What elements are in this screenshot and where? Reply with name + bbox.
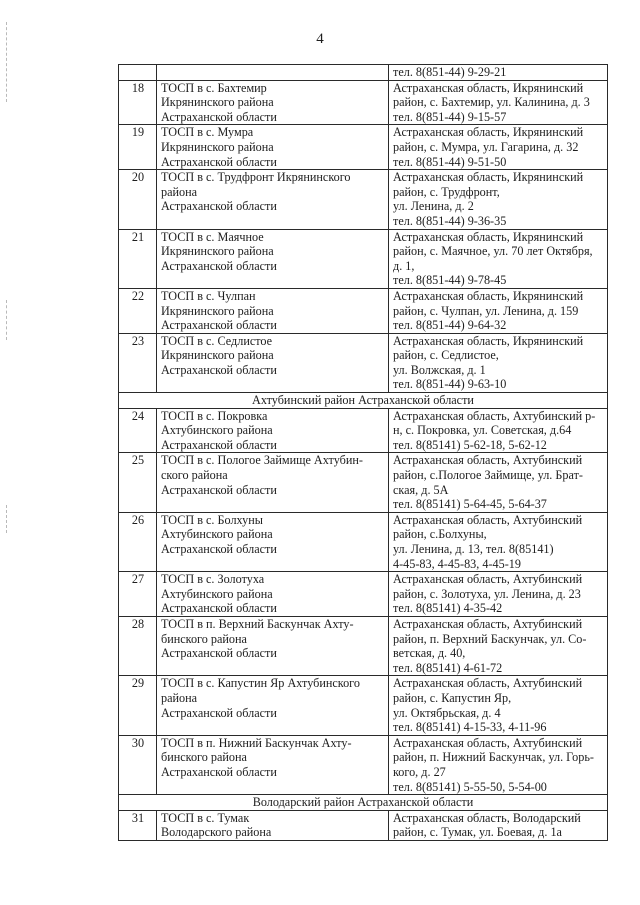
organization-name-cell (157, 170, 389, 229)
address-line: район, с. Бахтемир, ул. Калинина, д. 3 (393, 95, 590, 110)
organization-name-line: района (161, 690, 198, 705)
address-line: Астраханская область, Ахтубинский р- (393, 408, 596, 423)
address-line: район, с. Чулпан, ул. Ленина, д. 159 (393, 303, 579, 318)
organization-name-line: Икрянинского района (161, 95, 274, 110)
organization-name-line: Ахтубинского района (161, 423, 273, 438)
row-number-cell: 21 (119, 229, 157, 288)
address-line: Астраханская область, Ахтубинский (393, 512, 583, 527)
row-number-cell: 25 (119, 453, 157, 512)
organization-name-line: ТОСП в с. Пологое Займище Ахтубин- (161, 453, 363, 468)
organization-name-line: Астраханской области (161, 601, 277, 616)
address-line: Астраханская область, Икрянинский (393, 229, 584, 244)
organization-name-line: ТОСП в с. Седлистое (161, 333, 273, 348)
table-row (119, 616, 608, 675)
address-line: тел. 8(851-44) 9-78-45 (393, 273, 507, 288)
organization-name-line: Ахтубинского района (161, 527, 273, 542)
address-cell (389, 288, 608, 333)
organization-name-cell (157, 616, 389, 675)
organization-name-cell (157, 288, 389, 333)
address-line: район, с. Золотуха, ул. Ленина, д. 23 (393, 586, 581, 601)
organization-name-line: ского района (161, 468, 228, 483)
organization-name-line: ТОСП в с. Маячное (161, 229, 264, 244)
organization-name-line: ТОСП в с. Покровка (161, 408, 268, 423)
organization-name-cell (157, 810, 389, 840)
address-cell (389, 408, 608, 453)
row-number-cell: 26 (119, 512, 157, 571)
address-cell (389, 616, 608, 675)
address-line: Астраханская область, Ахтубинский (393, 735, 583, 750)
table-row (119, 125, 608, 170)
table-row (119, 810, 608, 840)
scan-edge-mark (6, 300, 7, 340)
address-line: район, с. Маячное, ул. 70 лет Октября, (393, 244, 593, 259)
organization-name-line: бинского района (161, 631, 247, 646)
address-line: район, с. Тумак, ул. Боевая, д. 1а (393, 825, 562, 840)
address-cell (389, 170, 608, 229)
organization-name-line: Астраханской области (161, 109, 277, 124)
row-number-cell: 23 (119, 333, 157, 392)
organizations-table (118, 64, 608, 841)
district-section-header (119, 795, 608, 811)
organization-name-cell (157, 453, 389, 512)
address-line: район, с.Пологое Займище, ул. Брат- (393, 468, 583, 483)
table-row (119, 735, 608, 794)
address-line: ветская, д. 40, (393, 646, 466, 661)
organization-name-line: ТОСП в п. Нижний Баскунчак Ахту- (161, 735, 352, 750)
address-cell (389, 333, 608, 392)
address-line: район, п. Верхний Баскунчак, ул. Со- (393, 631, 587, 646)
table-row (119, 288, 608, 333)
address-cell (389, 65, 608, 81)
address-line: ул. Октябрьская, д. 4 (393, 705, 501, 720)
address-line: Астраханская область, Икрянинский (393, 125, 584, 140)
row-number-cell: 19 (119, 125, 157, 170)
table-row (119, 408, 608, 453)
organization-name-cell (157, 408, 389, 453)
scan-edge-mark (6, 505, 7, 533)
address-line: тел. 8(851-44) 9-29-21 (393, 65, 507, 79)
address-line: тел. 8(851-44) 9-36-35 (393, 213, 507, 228)
row-number-cell (119, 65, 157, 81)
address-line: тел. 8(851-44) 9-64-32 (393, 318, 507, 333)
address-line: тел. 8(85141) 5-64-45, 5-64-37 (393, 497, 547, 512)
address-cell (389, 572, 608, 617)
table-row (119, 676, 608, 735)
row-number-cell: 22 (119, 288, 157, 333)
organization-name-line: ТОСП в с. Бахтемир (161, 80, 267, 95)
address-line: Астраханская область, Икрянинский (393, 288, 584, 303)
organization-name-cell (157, 229, 389, 288)
address-line: тел. 8(851-44) 9-51-50 (393, 154, 507, 169)
address-line: Астраханская область, Ахтубинский (393, 676, 583, 691)
address-cell (389, 735, 608, 794)
organization-name-line: Астраханской области (161, 482, 277, 497)
address-line: район, с. Седлистое, (393, 348, 499, 363)
district-section-header (119, 393, 608, 409)
organization-name-line: района (161, 184, 198, 199)
organization-name-line: ТОСП в с. Болхуны (161, 512, 263, 527)
address-line: район, с. Мумра, ул. Гагарина, д. 32 (393, 139, 579, 154)
organization-name-line: ТОСП в с. Золотуха (161, 572, 265, 587)
organization-name-line: бинского района (161, 750, 247, 765)
row-number-cell: 29 (119, 676, 157, 735)
organization-name-line: Икрянинского района (161, 244, 274, 259)
row-number-cell: 30 (119, 735, 157, 794)
organization-name-line: Икрянинского района (161, 348, 274, 363)
organization-name-line: Ахтубинского района (161, 586, 273, 601)
address-line: Астраханская область, Икрянинский (393, 333, 584, 348)
address-line: тел. 8(85141) 4-61-72 (393, 660, 503, 675)
organization-name-line: Астраханской области (161, 705, 277, 720)
address-line: район, п. Нижний Баскунчак, ул. Горь- (393, 750, 594, 765)
organization-name-cell (157, 125, 389, 170)
address-line: Астраханская область, Икрянинский (393, 80, 584, 95)
address-line: ул. Ленина, д. 2 (393, 199, 474, 214)
table-row (119, 453, 608, 512)
organization-name-line: ТОСП в с. Чулпан (161, 288, 256, 303)
organization-name-line: Астраханской области (161, 764, 277, 779)
address-cell (389, 125, 608, 170)
address-line: тел. 8(851-44) 9-15-57 (393, 109, 507, 124)
table-row-carryover (119, 65, 608, 81)
address-line: район, с. Капустин Яр, (393, 690, 512, 705)
organization-name-line: Астраханской области (161, 542, 277, 556)
table-row (119, 170, 608, 229)
organization-name-line: Астраханской области (161, 154, 277, 169)
organization-name-line: Володарского района (161, 825, 272, 840)
address-line: Астраханская область, Икрянинский (393, 170, 584, 185)
row-number-cell: 31 (119, 810, 157, 840)
address-line: ул. Волжская, д. 1 (393, 362, 486, 377)
organization-name-line: ТОСП в п. Верхний Баскунчак Ахту- (161, 616, 354, 631)
table-row (119, 229, 608, 288)
row-number-cell: 24 (119, 408, 157, 453)
row-number-cell: 18 (119, 80, 157, 125)
organization-name-line: Астраханской области (161, 199, 277, 214)
row-number-cell: 27 (119, 572, 157, 617)
organization-name-line: Астраханской области (161, 362, 277, 377)
address-line: Астраханская область, Володарский (393, 810, 581, 825)
address-line: Астраханская область, Ахтубинский (393, 572, 583, 587)
organization-name-line: Икрянинского района (161, 303, 274, 318)
row-number-cell: 20 (119, 170, 157, 229)
page-number: 4 (316, 31, 324, 47)
organization-name-line: Астраханской области (161, 258, 277, 273)
organization-name-line: ТОСП в с. Трудфронт Икрянинского (161, 170, 351, 185)
table-row (119, 572, 608, 617)
organization-name-cell (157, 735, 389, 794)
organization-name-cell (157, 512, 389, 571)
address-line: ская, д. 5А (393, 482, 449, 497)
address-line: тел. 8(85141) 5-55-50, 5-54-00 (393, 779, 547, 794)
address-line: 4-45-83, 4-45-83, 4-45-19 (393, 556, 521, 571)
row-number-cell: 28 (119, 616, 157, 675)
table-row (119, 512, 608, 571)
organization-name-line: Астраханской области (161, 318, 277, 333)
address-line: д. 1, (393, 258, 415, 273)
organization-name-line: ТОСП в с. Тумак (161, 810, 250, 825)
organization-name-cell (157, 333, 389, 392)
address-line: район, с.Болхуны, (393, 527, 487, 542)
address-cell (389, 512, 608, 571)
address-cell (389, 810, 608, 840)
district-title: Ахтубинский район Астраханской области (119, 393, 608, 409)
address-cell (389, 80, 608, 125)
address-line: тел. 8(85141) 4-15-33, 4-11-96 (393, 720, 547, 735)
address-line: Астраханская область, Ахтубинский (393, 616, 583, 631)
organization-name-line: Астраханской области (161, 437, 277, 452)
table-row (119, 333, 608, 392)
organization-name-line: ТОСП в с. Капустин Яр Ахтубинского (161, 676, 360, 691)
address-line: Астраханская область, Ахтубинский (393, 453, 583, 468)
table-body (119, 65, 608, 841)
address-line: тел. 8(851-44) 9-63-10 (393, 377, 507, 392)
address-line: н, с. Покровка, ул. Советская, д.64 (393, 423, 572, 438)
table-row (119, 80, 608, 125)
address-cell (389, 676, 608, 735)
address-line: тел. 8(85141) 5-62-18, 5-62-12 (393, 437, 547, 452)
address-line: ул. Ленина, д. 13, тел. 8(85141) (393, 542, 554, 556)
address-cell (389, 453, 608, 512)
address-line: тел. 8(85141) 4-35-42 (393, 601, 503, 616)
organization-name-cell (157, 80, 389, 125)
organization-name-cell (157, 676, 389, 735)
organization-name-line: Астраханской области (161, 646, 277, 661)
organization-name-cell (157, 572, 389, 617)
address-line: кого, д. 27 (393, 764, 446, 779)
address-line: район, с. Трудфронт, (393, 184, 500, 199)
organization-name-line: ТОСП в с. Мумра (161, 125, 254, 140)
organization-name-cell (157, 65, 389, 81)
organization-name-line: Икрянинского района (161, 139, 274, 154)
district-title: Володарский район Астраханской области (119, 795, 608, 811)
address-cell (389, 229, 608, 288)
